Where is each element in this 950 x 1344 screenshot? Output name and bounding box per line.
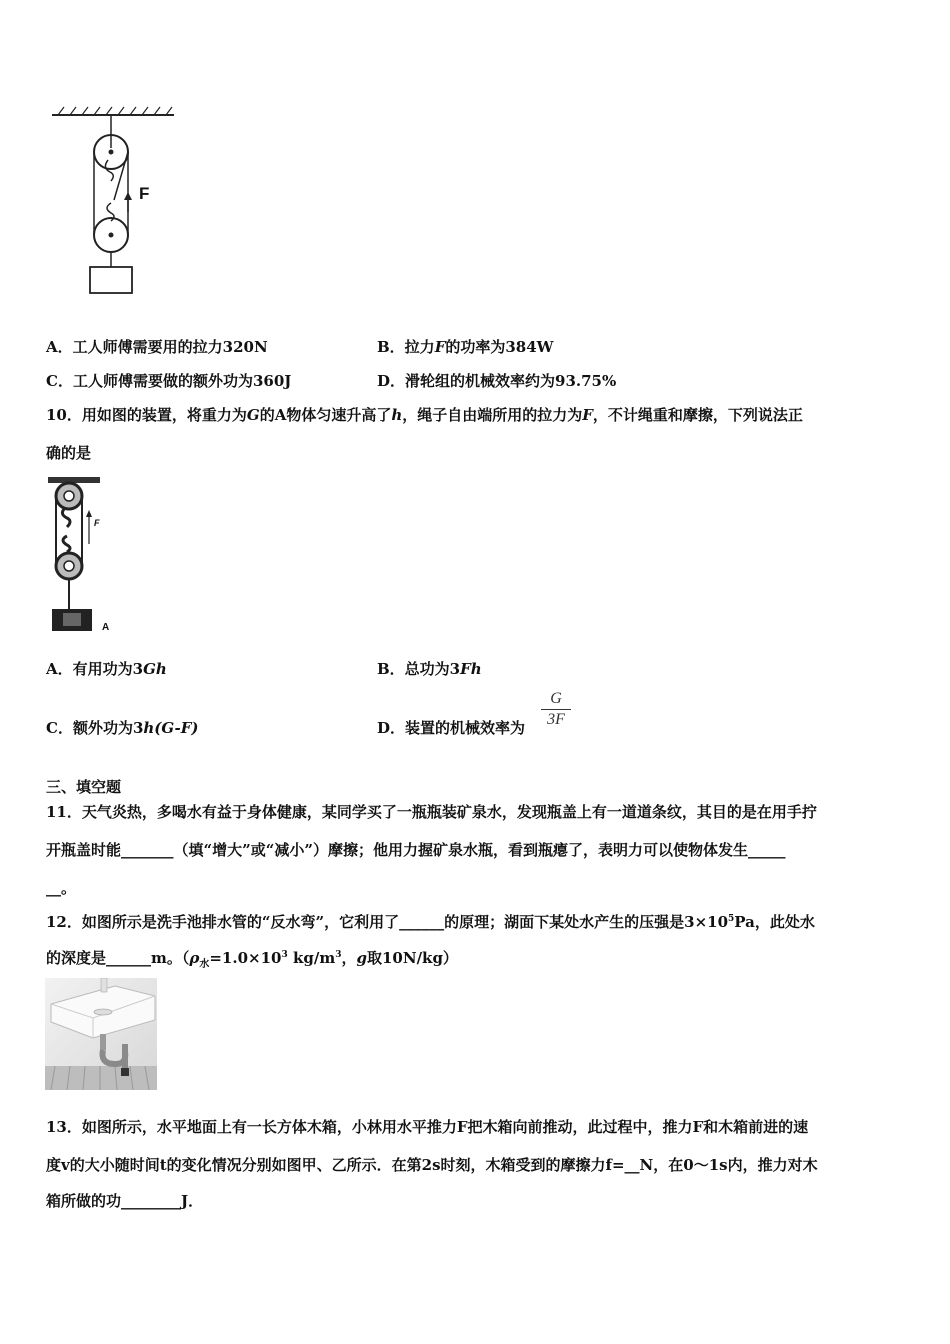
q12-line1-post: Pa，此处水	[734, 913, 815, 931]
q10-option-a-var: Gh	[143, 660, 167, 678]
q10-option-c-pre: C．额外功为3	[46, 719, 144, 737]
q10-option-b	[377, 658, 482, 679]
q10-fraction-numerator: G	[541, 690, 571, 710]
q12-line1	[46, 911, 815, 932]
q10-option-d-fraction	[541, 690, 571, 729]
q10-option-c-var: h(G-F)	[143, 719, 199, 737]
q10-pulley-figure	[45, 474, 125, 636]
q9-pulley-figure	[48, 100, 188, 300]
q9-option-d: D．滑轮组的机械效率约为93.75%	[377, 372, 617, 390]
q12-sink-figure	[45, 978, 157, 1090]
q11-line3: __。	[46, 879, 77, 897]
q9-option-b-post: 的功率为384W	[445, 338, 554, 356]
q13-line3: 箱所做的功________J．	[46, 1192, 204, 1210]
q10-option-d-pre: D．装置的机械效率为	[377, 719, 526, 737]
q10-stem-post: ，不计绳重和摩擦，下列说法正	[592, 406, 803, 424]
q12-unit-exp: 3	[335, 950, 342, 960]
q12-exp-3: 3	[281, 950, 288, 960]
q12-g: g	[356, 949, 367, 967]
q10-stem-mid: 的A物体匀速升高了	[259, 406, 392, 424]
q10-fraction-denominator: 3F	[547, 711, 565, 728]
q10-stem-pre: 10．用如图的装置，将重力为	[46, 406, 247, 424]
q9-option-b-var: F	[434, 338, 446, 356]
q13-line2: 度v的大小随时间t的变化情况分别如图甲、乙所示．在第2s时刻，木箱受到的摩擦力f=__N，在0～1s内，推力对木	[46, 1156, 818, 1174]
q10-stem-f: F	[582, 406, 593, 424]
q10-force-label: F	[94, 518, 100, 528]
q9-force-label: F	[139, 184, 150, 203]
q12-line2-pre: 的深度是______m。（	[46, 949, 190, 967]
q12-exp-5: 5	[728, 914, 735, 924]
q12-comma: ，	[341, 949, 357, 967]
q12-line2	[46, 947, 458, 970]
q10-option-d	[377, 717, 525, 738]
q12-line2-mid: =1.0×10	[209, 949, 282, 967]
q12-rho-sub: 水	[199, 959, 210, 970]
q9-option-b-pre: B．拉力	[377, 338, 435, 356]
q13-line1: 13．如图所示，水平地面上有一长方体木箱，小林用水平推力F把木箱向前推动，此过程中，推力F和木箱前进的速	[46, 1118, 809, 1136]
q10-option-c	[46, 717, 198, 738]
q10-block-label: A	[102, 622, 110, 633]
q10-stem-line2: 确的是	[46, 444, 92, 462]
q10-stem-h: h	[391, 406, 403, 424]
q9-option-a: A．工人师傅需要用的拉力320N	[46, 338, 268, 356]
q10-stem-line1	[46, 404, 803, 425]
q9-option-b	[377, 336, 554, 357]
q10-stem-g: G	[246, 406, 260, 424]
q11-line2: 开瓶盖时能_______（填“增大”或“减小”）摩擦；他用力握矿泉水瓶，看到瓶瘪了，表明力可以使物体发生_____	[46, 841, 786, 859]
q12-line1-pre: 12．如图所示是洗手池排水管的“反水弯”，它利用了______的原理；湖面下某处水产生的压强是3×10	[46, 913, 729, 931]
q11-line1: 11．天气炎热，多喝水有益于身体健康，某同学买了一瓶瓶装矿泉水，发现瓶盖上有一道道条纹，其目的是在用手拧	[46, 803, 817, 821]
q10-option-a	[46, 658, 167, 679]
q10-option-a-pre: A．有用功为3	[46, 660, 144, 678]
q12-line2-post: 取10N/kg）	[366, 949, 458, 967]
q10-option-b-pre: B．总功为3	[377, 660, 461, 678]
q10-stem-mid2: ，绳子自由端所用的拉力为	[402, 406, 583, 424]
section-title: 三、填空题	[46, 778, 122, 796]
q12-rho: ρ	[189, 949, 200, 967]
q10-option-b-var: Fh	[460, 660, 482, 678]
q9-option-c: C．工人师傅需要做的额外功为360J	[46, 372, 292, 390]
q12-unit: kg/m	[287, 949, 336, 967]
